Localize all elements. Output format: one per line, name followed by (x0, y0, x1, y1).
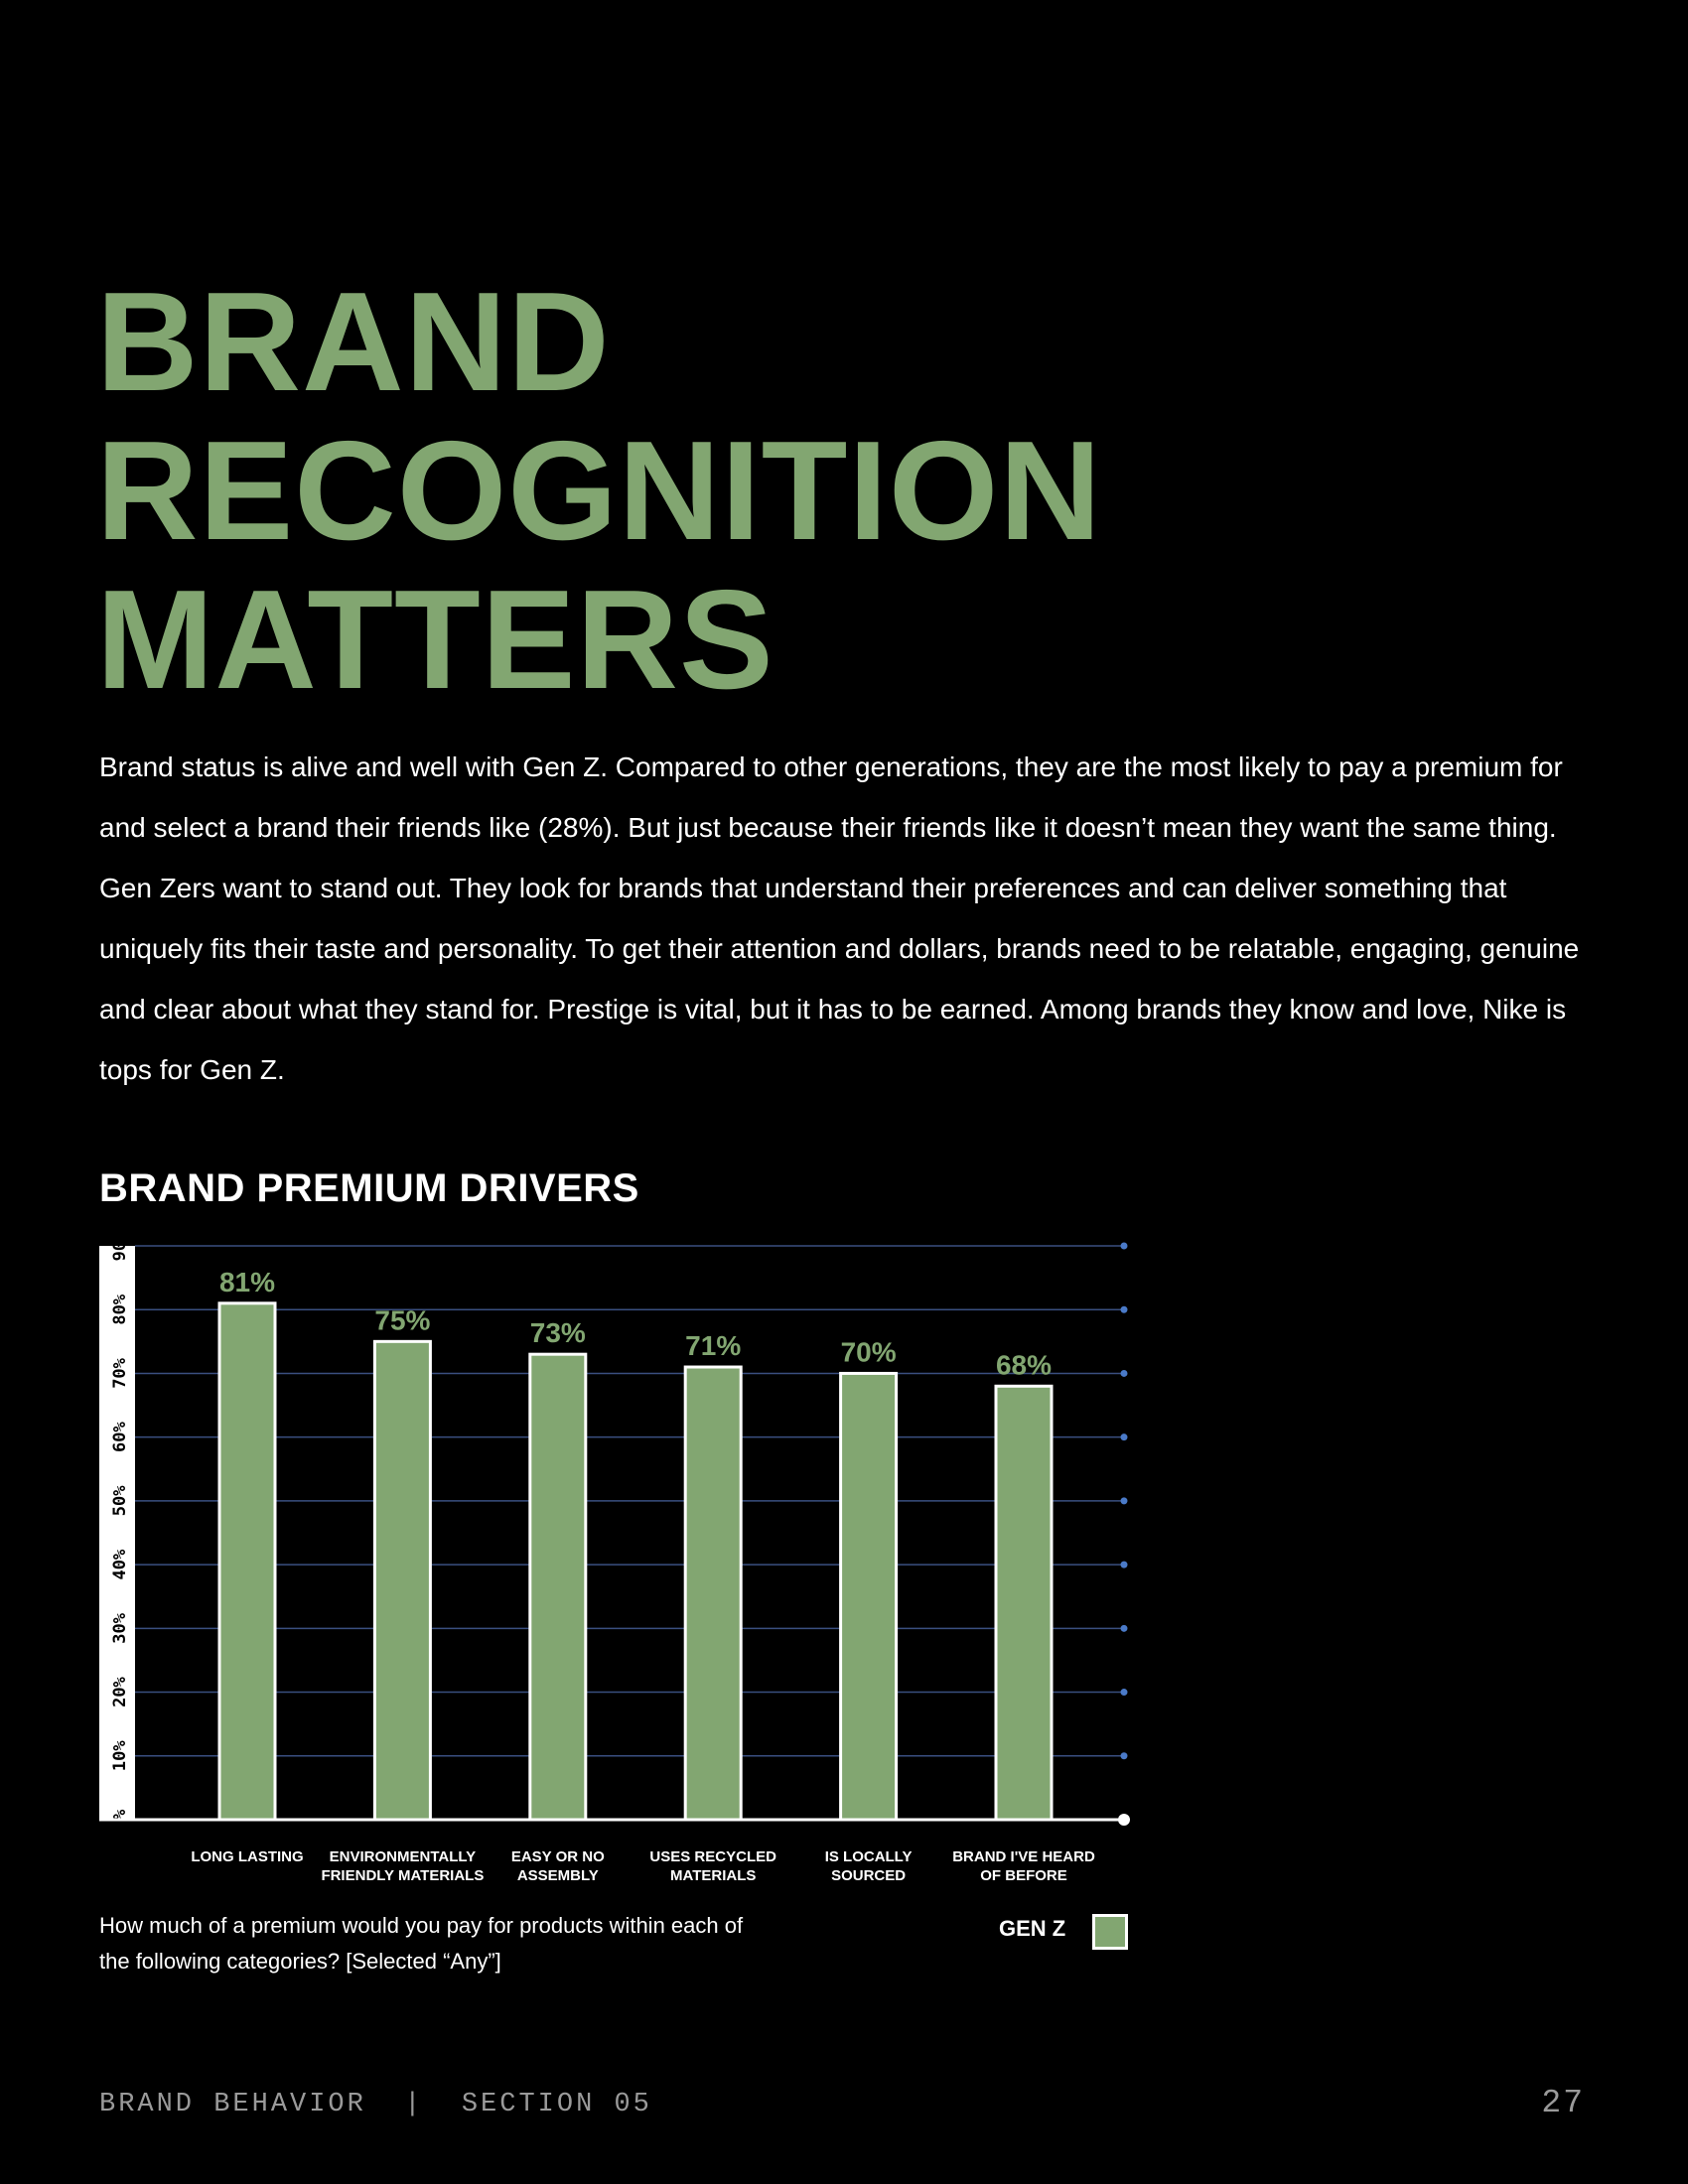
y-tick-label: 0% (110, 1809, 130, 1831)
footer-section-label: BRAND BEHAVIOR | SECTION 05 (99, 2090, 652, 2119)
legend-swatch (1092, 1914, 1128, 1950)
gridline-dot (1121, 1433, 1128, 1440)
y-tick-label: 90% (110, 1230, 130, 1262)
y-tick-label: 60% (110, 1422, 130, 1453)
y-tick-label: 80% (110, 1294, 130, 1325)
intro-paragraph: Brand status is alive and well with Gen Z. Compared to other generations, they are the most likely to pay a premium for and select a brand their friends like (28%). But just because their friends like it doesn’t mean they want the same thing. Gen Zers want to stand out. They look for brands that understand their preferences and can deliver something that uniquely fits their taste and personality. To get their attention and dollars, brands need to be relatable, engaging, genuine and clear about what they stand for. Prestige is vital, but it has to be earned. Among brands they know and love, Nike is tops for Gen Z. (99, 751, 1580, 1085)
gridline-dot (1121, 1497, 1128, 1504)
x-category-label: ASSEMBLY (516, 1867, 599, 1884)
chart-title: BRAND PREMIUM DRIVERS (99, 1166, 639, 1210)
bar (374, 1341, 430, 1820)
gridline-dot (1121, 1370, 1128, 1377)
x-category-label: FRIENDLY MATERIALS (321, 1867, 485, 1884)
gridline-dot (1121, 1562, 1128, 1569)
x-axis-end-dot (1118, 1814, 1130, 1826)
gridline-dot (1121, 1306, 1128, 1313)
legend-label: GEN Z (999, 1916, 1066, 1941)
x-category-label: LONG LASTING (191, 1848, 304, 1865)
gridline-dot (1121, 1689, 1128, 1696)
x-category-label: MATERIALS (670, 1867, 757, 1884)
bar-data-label: 81% (218, 1266, 276, 1297)
bar-data-label: 75% (374, 1304, 431, 1336)
y-tick-label: 30% (110, 1612, 130, 1644)
y-tick-label: 70% (110, 1358, 130, 1389)
bar (685, 1367, 741, 1820)
bar-data-label: 70% (840, 1336, 897, 1368)
x-category-label: ENVIRONMENTALLY (329, 1848, 477, 1865)
title-line-3: MATTERS (96, 561, 774, 719)
bar-data-label: 73% (529, 1317, 586, 1349)
gridline-dot (1121, 1752, 1128, 1759)
x-category-label: USES RECYCLED (649, 1848, 776, 1865)
x-category-label: SOURCED (831, 1867, 907, 1884)
bar (530, 1354, 586, 1820)
title-line-2: RECOGNITION (96, 412, 1102, 570)
bar (996, 1386, 1052, 1820)
y-tick-label: 40% (110, 1549, 130, 1580)
y-tick-label: 50% (110, 1485, 130, 1517)
bar-data-label: 68% (995, 1349, 1053, 1381)
gridline-dot (1121, 1243, 1128, 1250)
title-line-1: BRAND (96, 263, 611, 421)
survey-question: How much of a premium would you pay for products within each of the following categories? [Selected “Any”] (99, 1913, 744, 1974)
bar (841, 1373, 897, 1820)
bar-data-label: 71% (685, 1330, 742, 1362)
x-category-label: IS LOCALLY (824, 1848, 913, 1865)
x-category-label: BRAND I'VE HEARD (952, 1848, 1095, 1865)
x-category-label: OF BEFORE (980, 1867, 1067, 1884)
y-tick-label: 20% (110, 1677, 130, 1707)
gridline-dot (1121, 1625, 1128, 1632)
x-category-label: EASY OR NO (510, 1848, 605, 1865)
bar (219, 1303, 275, 1820)
y-tick-label: 10% (110, 1740, 130, 1772)
page-number: 27 (1541, 2085, 1585, 2121)
